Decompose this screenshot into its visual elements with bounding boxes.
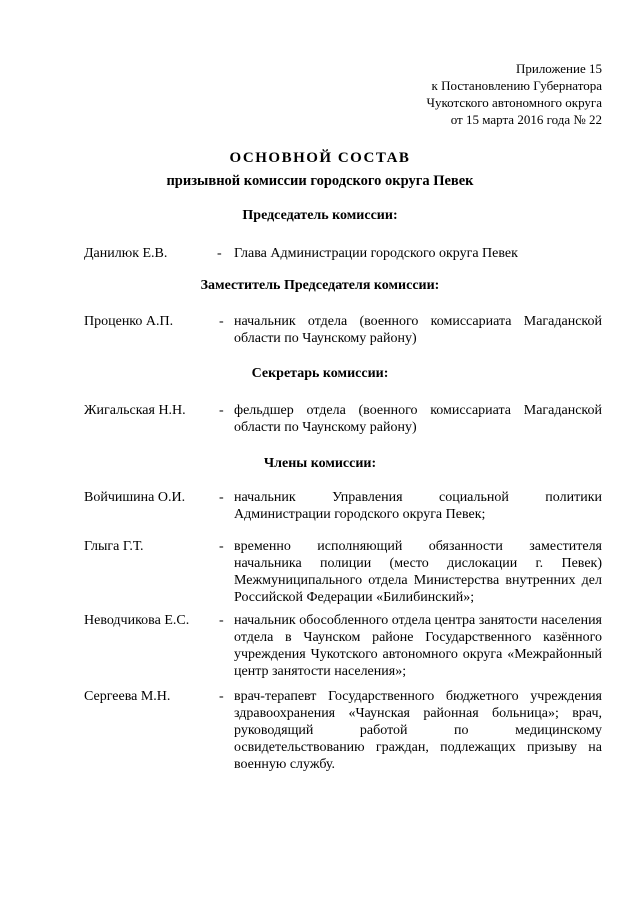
secretary-dash: - [219,403,224,418]
deputy-position: начальник отдела (военного комиссариата Магаданской области по Чаунскому району) [234,314,602,346]
document-subtitle: призывной комиссии городского округа Певек [166,173,474,189]
chairman-position: Глава Администрации городского округа Певек [234,246,518,261]
appendix-line-3: Чукотского автономного округа [426,95,602,110]
member-dash: - [219,613,224,628]
chairman-dash: - [217,246,222,261]
chairman-name: Данилюк Е.В. [84,246,168,261]
appendix-block [342,60,602,128]
member-name: Сергеева М.Н. [84,689,171,704]
member-name: Неводчикова Е.С. [84,613,190,628]
member-position: временно исполняющий обязанности заместителя начальника полиции (место дислокации г. Певек) Межмуниципального отдела Министерства внутренних дел Российской Федерации «Билибинский»; [234,539,602,605]
chairman-heading: Председатель комиссии: [242,208,398,223]
member-dash: - [219,539,224,554]
appendix-line-2: к Постановлению Губернатора [431,78,602,93]
member-dash: - [219,490,224,505]
member-position: начальник Управления социальной политики Администрации городского округа Певек; [234,490,602,522]
appendix-line-1: Приложение 15 [515,61,602,76]
member-position: врач-терапевт Государственного бюджетного учреждения здравоохранения «Чаунская районная больница»; врач, руководящий работой по медицинскому освидетельствованию граждан, подлежащих призыву на военную службу. [234,689,602,772]
secretary-position: фельдшер отдела (военного комиссариата Магаданской области по Чаунскому району) [234,403,602,435]
member-position: начальник обособленного отдела центра занятости населения отдела в Чаунском районе Государственного казённого учреждения Чукотского автономного округа «Межрайонный центр занятости населения»; [234,613,602,679]
member-dash: - [219,689,224,704]
appendix-line-4: от 15 марта 2016 года № 22 [450,112,602,127]
deputy-dash: - [219,314,224,329]
document-title: ОСНОВНОЙ СОСТАВ [229,150,411,166]
secretary-heading: Секретарь комиссии: [251,366,389,381]
secretary-name: Жигальская Н.Н. [84,403,186,418]
member-name: Глыга Г.Т. [84,539,144,554]
member-name: Войчишина О.И. [84,490,186,505]
deputy-name: Проценко А.П. [84,314,174,329]
deputy-heading: Заместитель Председателя комиссии: [200,278,440,293]
members-heading: Члены комиссии: [263,456,377,471]
